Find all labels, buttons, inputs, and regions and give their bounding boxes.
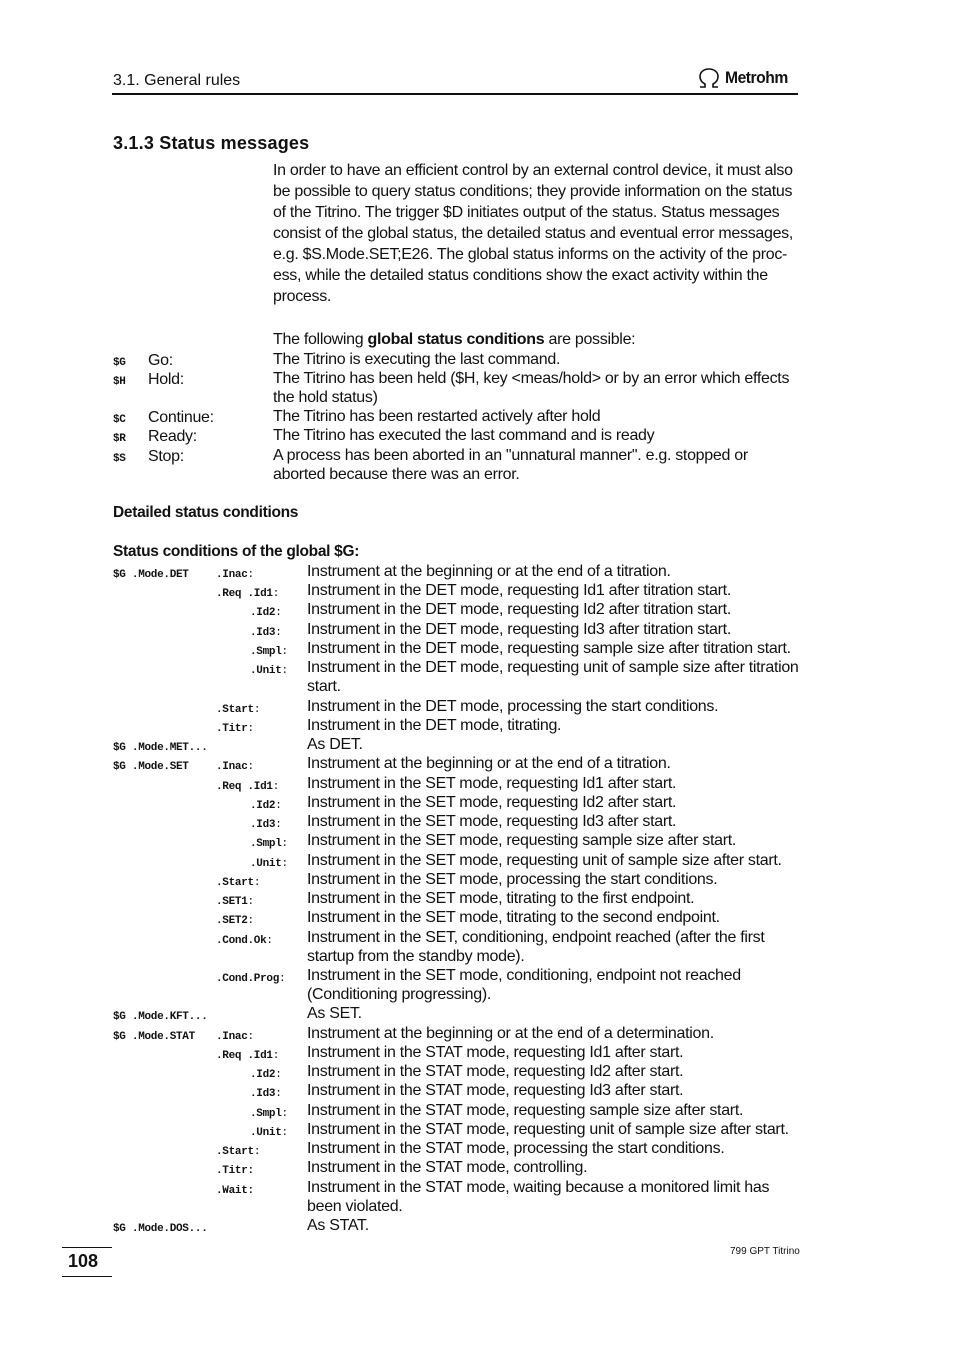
detailed-heading: Detailed status conditions [113, 504, 299, 521]
condition-name: Continue: [148, 409, 214, 426]
status-desc: Instrument in the STAT mode, requesting unit of sample size after start. [307, 1121, 789, 1138]
status-key-text: .Id3 [250, 1088, 276, 1100]
footer-product: 799 GPT Titrino [730, 1246, 800, 1257]
status-desc: As DET. [307, 736, 363, 753]
status-key-text: .Id2 [250, 800, 276, 812]
status-key [216, 892, 254, 913]
status-key-sep: : [266, 935, 273, 947]
condition-desc: A process has been aborted in an "unnatural manner". e.g. stopped or aborted because there was an error. [273, 447, 748, 483]
status-key-sep: : [281, 858, 288, 870]
status-desc: Instrument in the STAT mode, requesting Id3 after start. [307, 1082, 684, 1099]
status-key-text: .Unit [250, 1127, 282, 1139]
status-desc: Instrument in the DET mode, requesting unit of sample size after titration start. [307, 659, 799, 695]
status-desc: Instrument at the beginning or at the end of a determination. [307, 1025, 714, 1042]
status-key [250, 661, 288, 682]
status-key-text: .SET2 [216, 915, 248, 927]
status-key-text: .Smpl [250, 1108, 282, 1120]
status-key [216, 1046, 279, 1067]
header-rule [112, 93, 798, 95]
status-key-sep: : [275, 800, 282, 812]
status-key [216, 584, 279, 605]
status-key-sep: : [275, 1069, 282, 1081]
status-desc: As SET. [307, 1005, 362, 1022]
status-key [250, 603, 282, 624]
status-key [216, 969, 285, 990]
status-key-sep: : [253, 704, 261, 716]
status-prefix: $G .Mode.KFT... [113, 1011, 208, 1023]
condition-desc: The Titrino is executing the last command. [273, 351, 561, 368]
status-key-sep: : [281, 1127, 288, 1139]
status-key-text: .Cond.Prog [216, 973, 280, 985]
status-key-text: .Unit [250, 858, 282, 870]
status-desc: Instrument in the STAT mode, processing the start conditions. [307, 1140, 725, 1157]
status-desc: Instrument in the DET mode, requesting Id1 after titration start. [307, 582, 731, 599]
global-lead [273, 329, 635, 350]
status-key-text: .Id2 [250, 607, 276, 619]
status-key [250, 642, 288, 663]
status-desc: Instrument in the STAT mode, requesting sample size after start. [307, 1102, 744, 1119]
status-key [250, 1104, 288, 1125]
brand-logo [697, 66, 793, 90]
status-desc: Instrument in the STAT mode, requesting Id2 after start. [307, 1063, 684, 1080]
status-key-text: .Inac [216, 1031, 248, 1043]
status-key-text: .Start [216, 877, 254, 889]
status-key-sep: : [281, 646, 288, 658]
global-g-heading: Status conditions of the global $G: [113, 543, 360, 560]
status-desc: Instrument in the SET mode, conditioning, endpoint not reached (Conditioning progressing). [307, 967, 741, 1003]
global-lead-after: are possible: [544, 331, 636, 348]
status-key [250, 854, 288, 875]
status-key [250, 796, 282, 817]
status-desc: Instrument in the DET mode, requesting Id2 after titration start. [307, 601, 731, 618]
status-key-sep: : [247, 569, 254, 581]
condition-name: Hold: [148, 371, 184, 388]
condition-desc: The Titrino has been restarted actively after hold [273, 408, 601, 425]
status-key-text: .Smpl [250, 838, 282, 850]
status-key-sep: : [247, 723, 254, 735]
status-key-text: .Req .Id1 [216, 1050, 273, 1062]
status-key-text: .Start [216, 1146, 254, 1158]
logo-text: Metrohm [725, 68, 788, 87]
status-key-text: .Req .Id1 [216, 781, 273, 793]
status-key [216, 1142, 260, 1163]
page-number: 108 [68, 1251, 99, 1271]
status-key-sep: : [272, 1050, 280, 1062]
status-key [216, 757, 254, 778]
status-prefix: $G .Mode.SET [113, 761, 189, 773]
status-key [216, 719, 254, 740]
status-key [250, 1123, 288, 1144]
global-lead-before: The following [273, 331, 368, 348]
status-key [216, 1161, 254, 1182]
status-key-text: .Titr: [216, 1165, 254, 1177]
condition-code: $G [113, 357, 126, 369]
status-prefix: $G .Mode.STAT [113, 1031, 195, 1043]
status-desc: Instrument in the SET mode, requesting Id3 after start. [307, 813, 677, 830]
status-key [250, 1084, 282, 1105]
section-title: 3.1.3 Status messages [113, 133, 310, 153]
status-key-text: .SET1 [216, 896, 248, 908]
condition-desc: The Titrino has executed the last command and is ready [273, 427, 655, 444]
status-key-sep: : [272, 781, 280, 793]
status-desc: Instrument in the SET mode, requesting sample size after start. [307, 832, 737, 849]
status-desc: As STAT. [307, 1217, 369, 1234]
status-key [216, 700, 260, 721]
status-key-sep: : [275, 627, 282, 639]
intro-text: In order to have an efficient control by an external control device, it must also be possible to query status conditions; they provide information on the status of the Titrino. The trigger $D initiates output of the status. Status messages consist of the global status, the detailed status and eventual error messages, e.g. $S.Mode.SET;E26. The global status informs on the activity of the proc-ess, while the detailed status conditions show the exact activity within the process. [273, 162, 794, 305]
status-desc: Instrument in the DET mode, requesting Id3 after titration start. [307, 621, 731, 638]
status-desc: Instrument in the DET mode, processing the start conditions. [307, 698, 719, 715]
status-key-sep: : [275, 607, 282, 619]
status-key-text: .Titr [216, 723, 248, 735]
status-desc: Instrument in the STAT mode, waiting because a monitored limit has been violated. [307, 1179, 770, 1215]
status-key [250, 1065, 282, 1086]
global-lead-bold: global status conditions [367, 331, 545, 348]
status-key-text: .Id2 [250, 1069, 276, 1081]
intro-paragraph [273, 160, 798, 307]
status-key-text: .Unit [250, 665, 282, 677]
status-key [216, 777, 279, 798]
status-key-sep: : [247, 915, 254, 927]
condition-name: Ready: [148, 428, 197, 445]
status-key-sep: : [279, 973, 286, 985]
condition-code: $C [113, 414, 126, 426]
status-key [250, 623, 282, 644]
status-key-sep: : [253, 1146, 261, 1158]
status-key-sep: : [281, 1108, 288, 1120]
status-key-text: .Id3 [250, 627, 276, 639]
status-key-text: .Wait: [216, 1185, 254, 1197]
status-key [216, 565, 254, 586]
status-key-text: .Start [216, 704, 254, 716]
status-key [250, 815, 282, 836]
running-header: 3.1. General rules [113, 72, 241, 89]
status-key-sep: : [247, 761, 254, 773]
status-key-text: .Inac [216, 761, 248, 773]
status-key-sep: : [247, 1031, 254, 1043]
status-key [216, 911, 254, 932]
status-desc: Instrument at the beginning or at the end of a titration. [307, 563, 671, 580]
status-key-text: .Req .Id1 [216, 588, 273, 600]
status-key-text: .Inac [216, 569, 248, 581]
omega-icon [697, 67, 721, 89]
status-desc: Instrument at the beginning or at the end of a titration. [307, 755, 671, 772]
status-desc: Instrument in the SET mode, requesting Id2 after start. [307, 794, 677, 811]
condition-name: Stop: [148, 448, 184, 465]
status-desc: Instrument in the STAT mode, controlling. [307, 1159, 588, 1176]
status-key [216, 931, 273, 952]
condition-code: $H [113, 376, 126, 388]
status-desc: Instrument in the SET mode, titrating to the second endpoint. [307, 909, 720, 926]
status-desc: Instrument in the SET, conditioning, endpoint reached (after the first startup from the standby mode). [307, 929, 765, 965]
status-key-text: .Cond.Ok [216, 935, 267, 947]
status-key-sep: : [275, 1088, 282, 1100]
status-desc: Instrument in the SET mode, titrating to the first endpoint. [307, 890, 695, 907]
status-prefix: $G .Mode.DET [113, 569, 189, 581]
status-desc: Instrument in the SET mode, requesting Id1 after start. [307, 775, 677, 792]
status-prefix: $G .Mode.MET... [113, 742, 208, 754]
status-prefix: $G .Mode.DOS... [113, 1223, 208, 1235]
status-key-sep: : [247, 896, 254, 908]
status-key [216, 873, 260, 894]
status-desc: Instrument in the SET mode, processing the start conditions. [307, 871, 718, 888]
status-key [250, 834, 288, 855]
status-key [216, 1181, 254, 1202]
status-key-sep: : [275, 819, 282, 831]
status-key-sep: : [281, 838, 288, 850]
status-desc: Instrument in the SET mode, requesting unit of sample size after start. [307, 852, 782, 869]
status-desc: Instrument in the DET mode, requesting sample size after titration start. [307, 640, 791, 657]
condition-desc: The Titrino has been held ($H, key <meas/hold> or by an error which effects the hold status) [273, 370, 790, 406]
status-desc: Instrument in the STAT mode, requesting Id1 after start. [307, 1044, 684, 1061]
status-key-sep: : [281, 665, 288, 677]
status-desc: Instrument in the DET mode, titrating. [307, 717, 562, 734]
condition-code: $R [113, 433, 126, 445]
status-key [216, 1027, 254, 1048]
condition-code: $S [113, 453, 126, 465]
status-key-sep: : [253, 877, 261, 889]
status-key-text: .Id3 [250, 819, 276, 831]
status-key-sep: : [272, 588, 280, 600]
status-key-text: .Smpl [250, 646, 282, 658]
condition-name: Go: [148, 352, 173, 369]
